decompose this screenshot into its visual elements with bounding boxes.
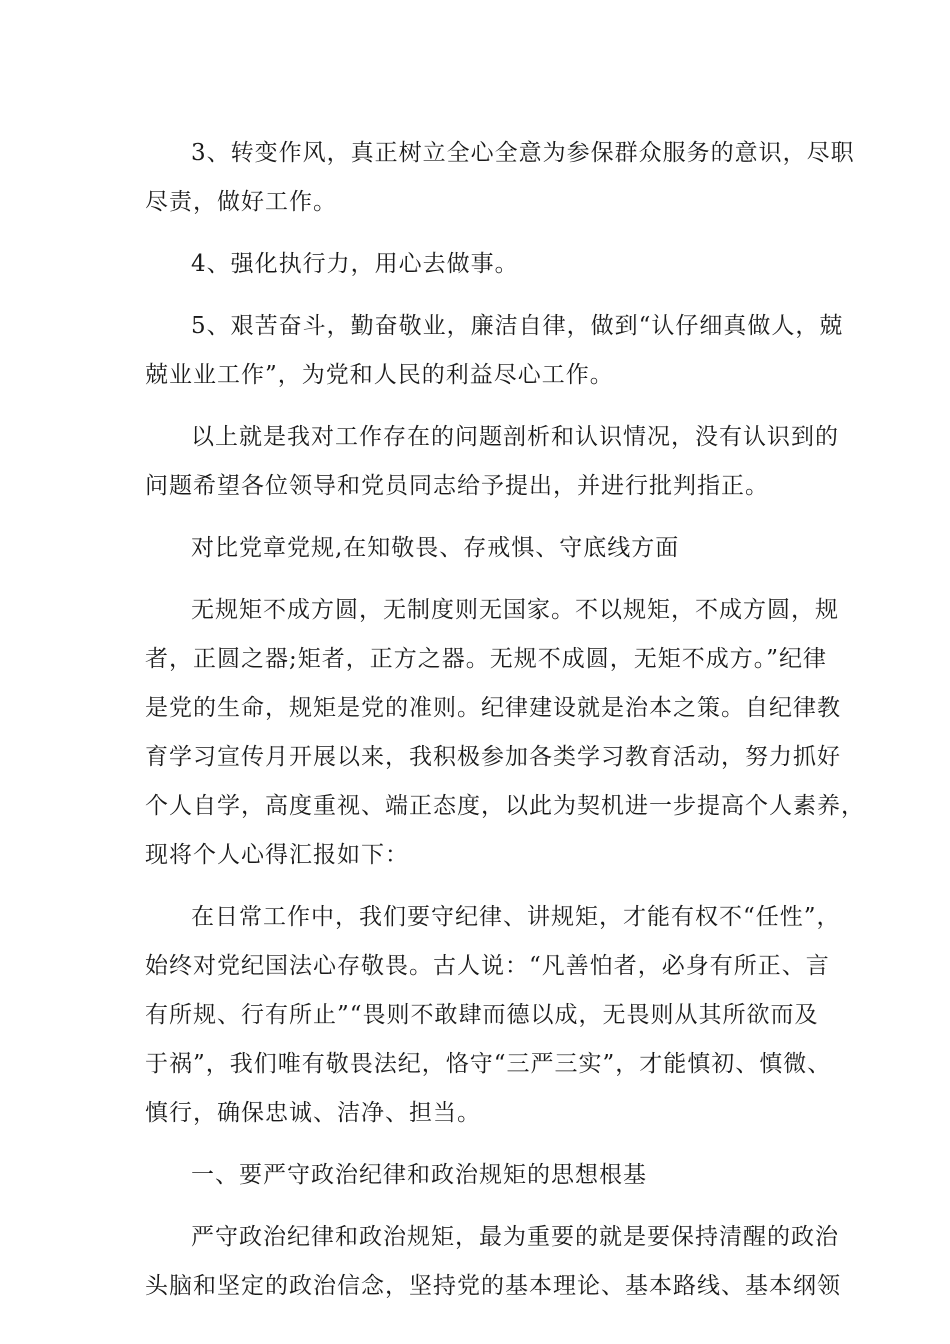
- text-line: 是党的生命，规矩是党的准则。纪律建设就是治本之策。自纪律教: [145, 695, 841, 721]
- text-line: 对比党章党规,在知敬畏、存戒惧、守底线方面: [191, 535, 680, 561]
- text-line: 在日常工作中，我们要守纪律、讲规矩，才能有权不“任性”，: [191, 904, 841, 930]
- text-line: 无规矩不成方圆，无制度则无国家。不以规矩，不成方圆，规: [191, 597, 839, 623]
- text-line: 兢业业工作”，为党和人民的利益尽心工作。: [145, 362, 614, 388]
- section-heading: [145, 524, 835, 573]
- paragraph: [145, 893, 841, 1138]
- text-line: 以上就是我对工作存在的问题剖析和认识情况，没有认识到的: [191, 424, 839, 450]
- text-line: 始终对党纪国法心存敬畏。古人说：“凡善怕者，必身有所正、言: [145, 953, 830, 979]
- text-line: 慎行，确保忠诚、洁净、担当。: [145, 1100, 481, 1126]
- paragraph: [145, 1213, 841, 1311]
- section-heading: [145, 1151, 835, 1200]
- text-line: 严守政治纪律和政治规矩，最为重要的就是要保持清醒的政治: [191, 1224, 839, 1250]
- text-line: 于祸”，我们唯有敬畏法纪，恪守“三严三实”，才能慎初、慎微、: [145, 1051, 832, 1077]
- text-line: 育学习宣传月开展以来，我积极参加各类学习教育活动，努力抓好: [145, 744, 841, 770]
- text-line: 者，正圆之器;矩者，正方之器。无规不成圆，无矩不成方。”纪律: [145, 646, 828, 672]
- text-line: 4、强化执行力，用心去做事。: [191, 251, 519, 277]
- text-line: 5、艰苦奋斗，勤奋敬业，廉洁自律，做到“认仔细真做人，兢: [191, 313, 844, 339]
- text-line: 有所规、行有所止”“畏则不敢肆而德以成，无畏则从其所欲而及: [145, 1002, 819, 1028]
- text-line: 问题希望各位领导和党员同志给予提出，并进行批判指正。: [145, 473, 769, 499]
- paragraph: [145, 586, 865, 880]
- text-line: 现将个人心得汇报如下：: [145, 842, 409, 868]
- text-line: 尽责，做好工作。: [145, 189, 337, 215]
- text-line: 3、转变作风，真正树立全心全意为参保群众服务的意识，尽职: [191, 140, 855, 166]
- text-line: 个人自学，高度重视、端正态度，以此为契机进一步提高个人素养，: [145, 793, 865, 819]
- text-line: 头脑和坚定的政治信念，坚持党的基本理论、基本路线、基本纲领: [145, 1273, 841, 1299]
- paragraph: [145, 302, 844, 400]
- paragraph: [145, 129, 855, 227]
- text-line: 一、要严守政治纪律和政治规矩的思想根基: [191, 1162, 647, 1188]
- paragraph: [145, 240, 835, 289]
- document-body: [145, 129, 865, 1311]
- paragraph: [145, 413, 839, 511]
